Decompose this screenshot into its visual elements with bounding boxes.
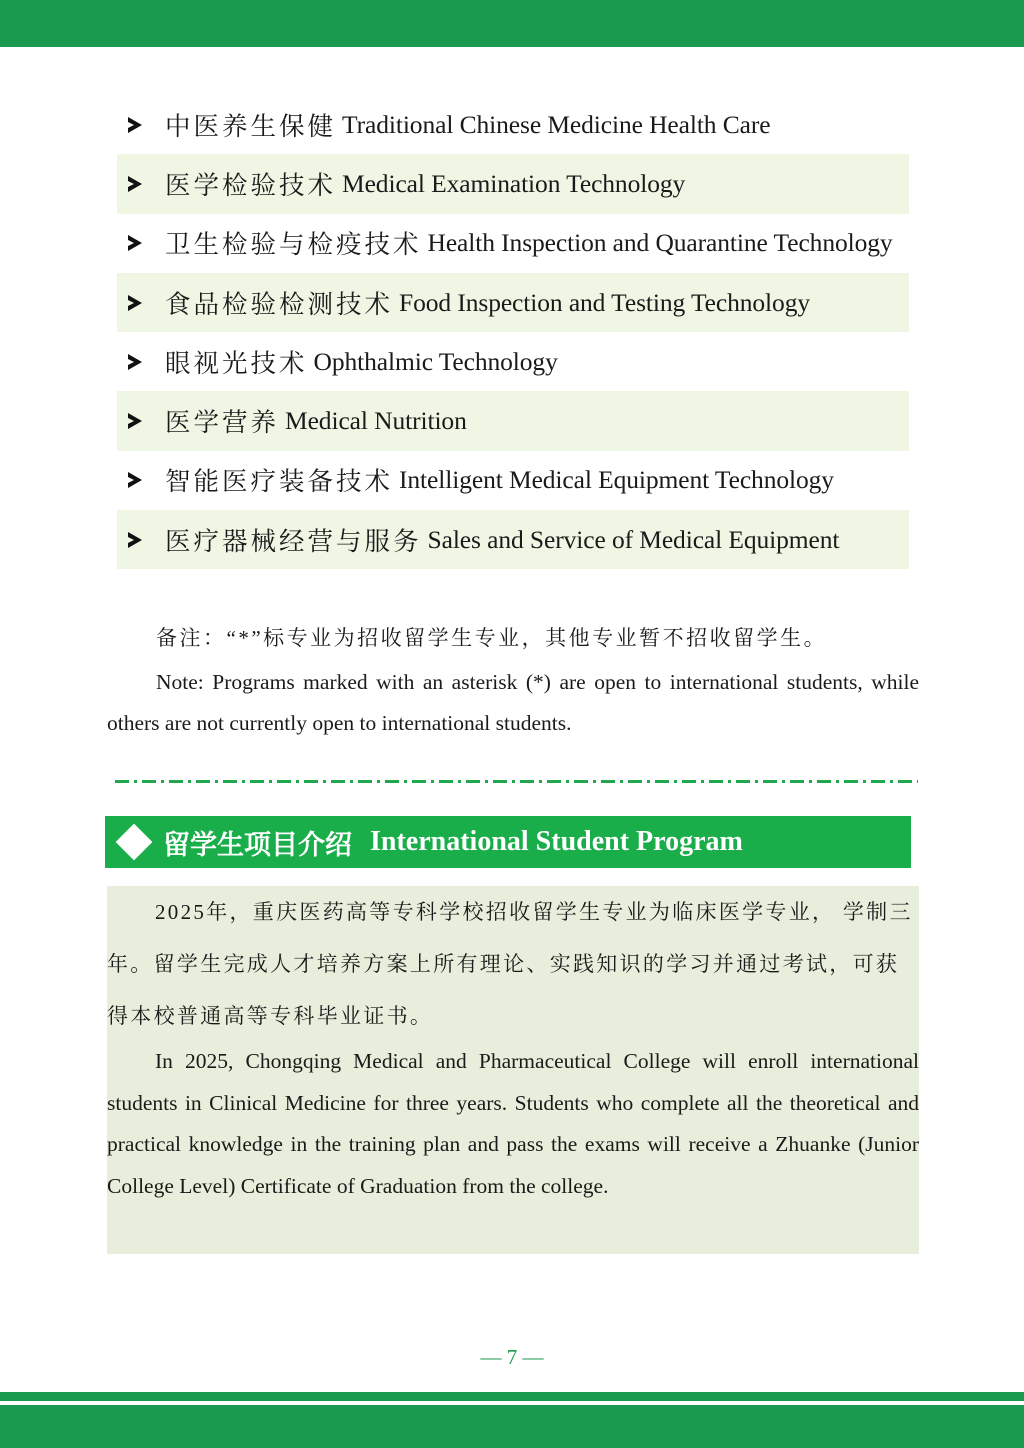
program-item bbox=[117, 451, 909, 510]
program-name-en: Medical Examination Technology bbox=[342, 168, 686, 198]
program-name-en: Food Inspection and Testing Technology bbox=[399, 287, 810, 317]
program-name-cn: 医疗器械经营与服务 bbox=[165, 526, 422, 556]
program-name-cn: 医学检验技术 bbox=[165, 170, 337, 200]
program-name-cn: 卫生检验与检疫技术 bbox=[165, 230, 422, 260]
program-name-cn: 食品检验检测技术 bbox=[165, 289, 394, 319]
arrow-bullet-icon bbox=[128, 176, 142, 192]
program-name-en: Sales and Service of Medical Equipment bbox=[427, 524, 840, 554]
header-band bbox=[0, 0, 1024, 47]
section-heading-banner bbox=[105, 816, 911, 868]
program-name-cn: 中医养生保健 bbox=[165, 111, 337, 141]
program-name-cn: 眼视光技术 bbox=[165, 348, 308, 378]
program-item bbox=[117, 214, 909, 273]
program-name-en: Health Inspection and Quarantine Technology bbox=[427, 228, 893, 258]
program-item bbox=[117, 154, 909, 213]
footer-line bbox=[0, 1392, 1024, 1401]
program-name-cn: 智能医疗装备技术 bbox=[165, 467, 394, 497]
arrow-bullet-icon bbox=[128, 532, 142, 548]
program-item bbox=[117, 332, 909, 391]
arrow-bullet-icon bbox=[128, 472, 142, 488]
program-item bbox=[117, 391, 909, 450]
program-item bbox=[117, 273, 909, 332]
program-name-en: Medical Nutrition bbox=[285, 406, 467, 436]
section-title-en: International Student Program bbox=[370, 826, 743, 857]
footer-band bbox=[0, 1405, 1024, 1448]
arrow-bullet-icon bbox=[128, 117, 142, 133]
program-name-cn: 医学营养 bbox=[165, 408, 280, 438]
program-list bbox=[117, 95, 909, 569]
diamond-icon bbox=[116, 824, 153, 861]
page-number: — 7 — bbox=[480, 1345, 544, 1369]
program-item bbox=[117, 95, 909, 154]
program-intro-box bbox=[107, 886, 919, 1254]
intro-paragraph-cn: 2025年，重庆医药高等专科学校招收留学生专业为临床医学专业， 学制三年。留学生完成人才培养方案上所有理论、实践知识的学习并通过考试，可获得本校普通高等专科毕业证书。 bbox=[107, 900, 913, 1028]
arrow-bullet-icon bbox=[128, 295, 142, 311]
section-title-cn: 留学生项目介绍 bbox=[163, 829, 352, 861]
section-divider bbox=[115, 780, 918, 783]
program-name-en: Ophthalmic Technology bbox=[313, 346, 558, 376]
program-item bbox=[117, 510, 909, 569]
intro-paragraph-en: In 2025, Chongqing Medical and Pharmaceutical College will enroll international students in Clinical Medicine for three years. Students who complete all the theoretical and practical knowledge in the training plan and pass the exams will receive a Zhuanke (Junior College Level) Certificate of Graduation from the college. bbox=[107, 1049, 919, 1198]
note-chinese: 备注：“*”标专业为招收留学生专业，其他专业暂不招收留学生。 bbox=[156, 626, 828, 650]
arrow-bullet-icon bbox=[128, 354, 142, 370]
note-english: Note: Programs marked with an asterisk (*) are open to international students, while others are not currently open to international students. bbox=[107, 670, 919, 735]
program-name-en: Intelligent Medical Equipment Technology bbox=[399, 465, 834, 495]
arrow-bullet-icon bbox=[128, 235, 142, 251]
arrow-bullet-icon bbox=[128, 413, 142, 429]
program-name-en: Traditional Chinese Medicine Health Care bbox=[342, 109, 771, 139]
